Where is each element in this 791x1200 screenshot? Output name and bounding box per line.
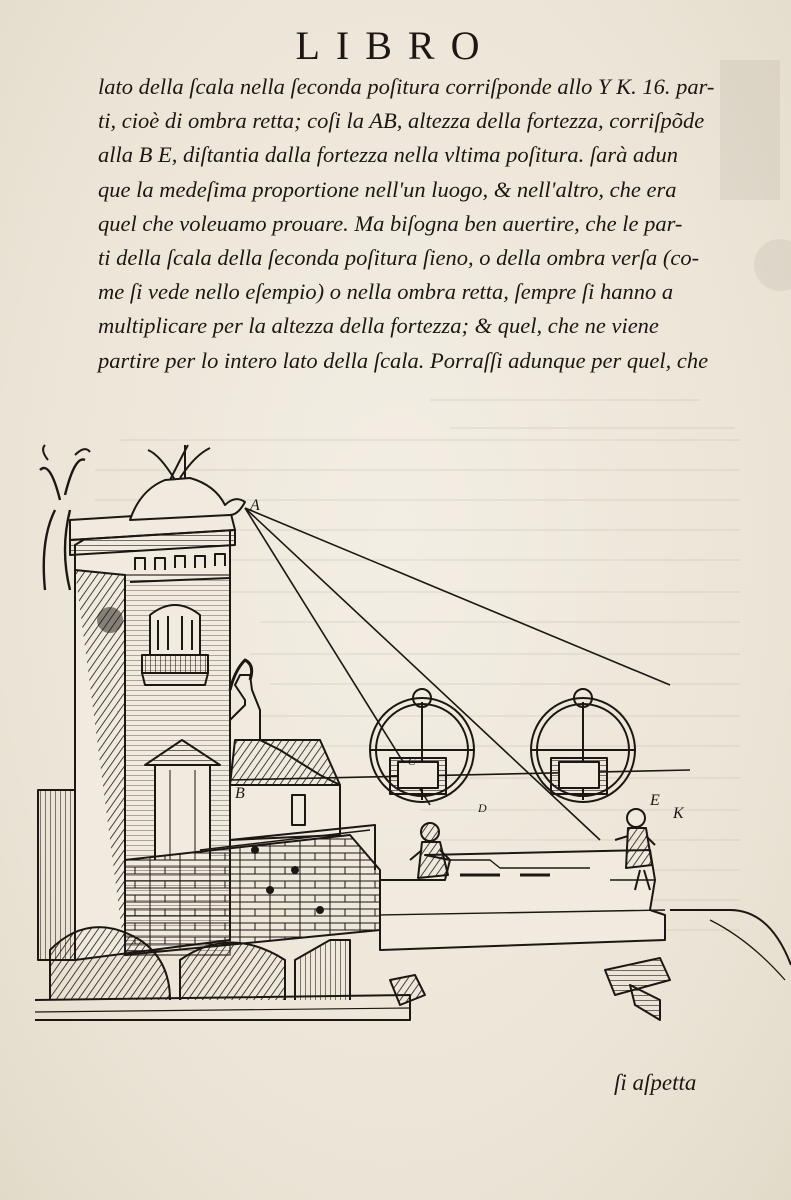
label-b: B — [235, 785, 245, 802]
text-line: alla B E, diſtantia dalla fortezza nella vltima poſitura. ſarà adun — [98, 142, 679, 168]
text-line: que la medeſima proportione nell'un luogo, & nell'altro, che era — [98, 176, 677, 202]
label-d: D — [478, 801, 487, 815]
running-header: LIBRO — [295, 23, 496, 68]
text-line: lato della ſcala nella ſeconda poſitura corriſponde allo Y K. 16. par- — [98, 74, 715, 99]
rocks — [390, 975, 425, 1005]
text-line: ti, cioè di ombra retta; coſi la AB, altezza della fortezza, corriſpõde — [98, 108, 705, 134]
woodcut-illustration — [30, 440, 791, 1040]
body-text — [98, 70, 750, 378]
label-c: C — [408, 756, 416, 768]
text-line: quel che voleuamo prouare. Ma biſogna ben auertire, che le par- — [98, 210, 683, 236]
label-e: E — [650, 792, 660, 809]
label-k: K — [673, 805, 684, 822]
label-a: A — [250, 497, 260, 514]
observer-1 — [410, 823, 450, 878]
text-line: partire per lo intero lato della ſcala. Porraſſi adunque per quel, che — [98, 347, 709, 373]
text-line: multiplicare per la altezza della fortezza; & quel, che ne viene — [98, 313, 659, 339]
catchword: ſi aſpetta — [614, 1070, 697, 1095]
text-line: me ſi vede nello eſempio) o nella ombra retta, ſempre ſi hanno a — [98, 279, 674, 305]
quadrant-instrument-1 — [370, 689, 474, 802]
house — [230, 660, 340, 840]
quadrant-instrument-2 — [531, 689, 635, 802]
text-line: ti della ſcala della ſeconda poſitura ſieno, o della ombra verſa (co- — [98, 245, 700, 271]
